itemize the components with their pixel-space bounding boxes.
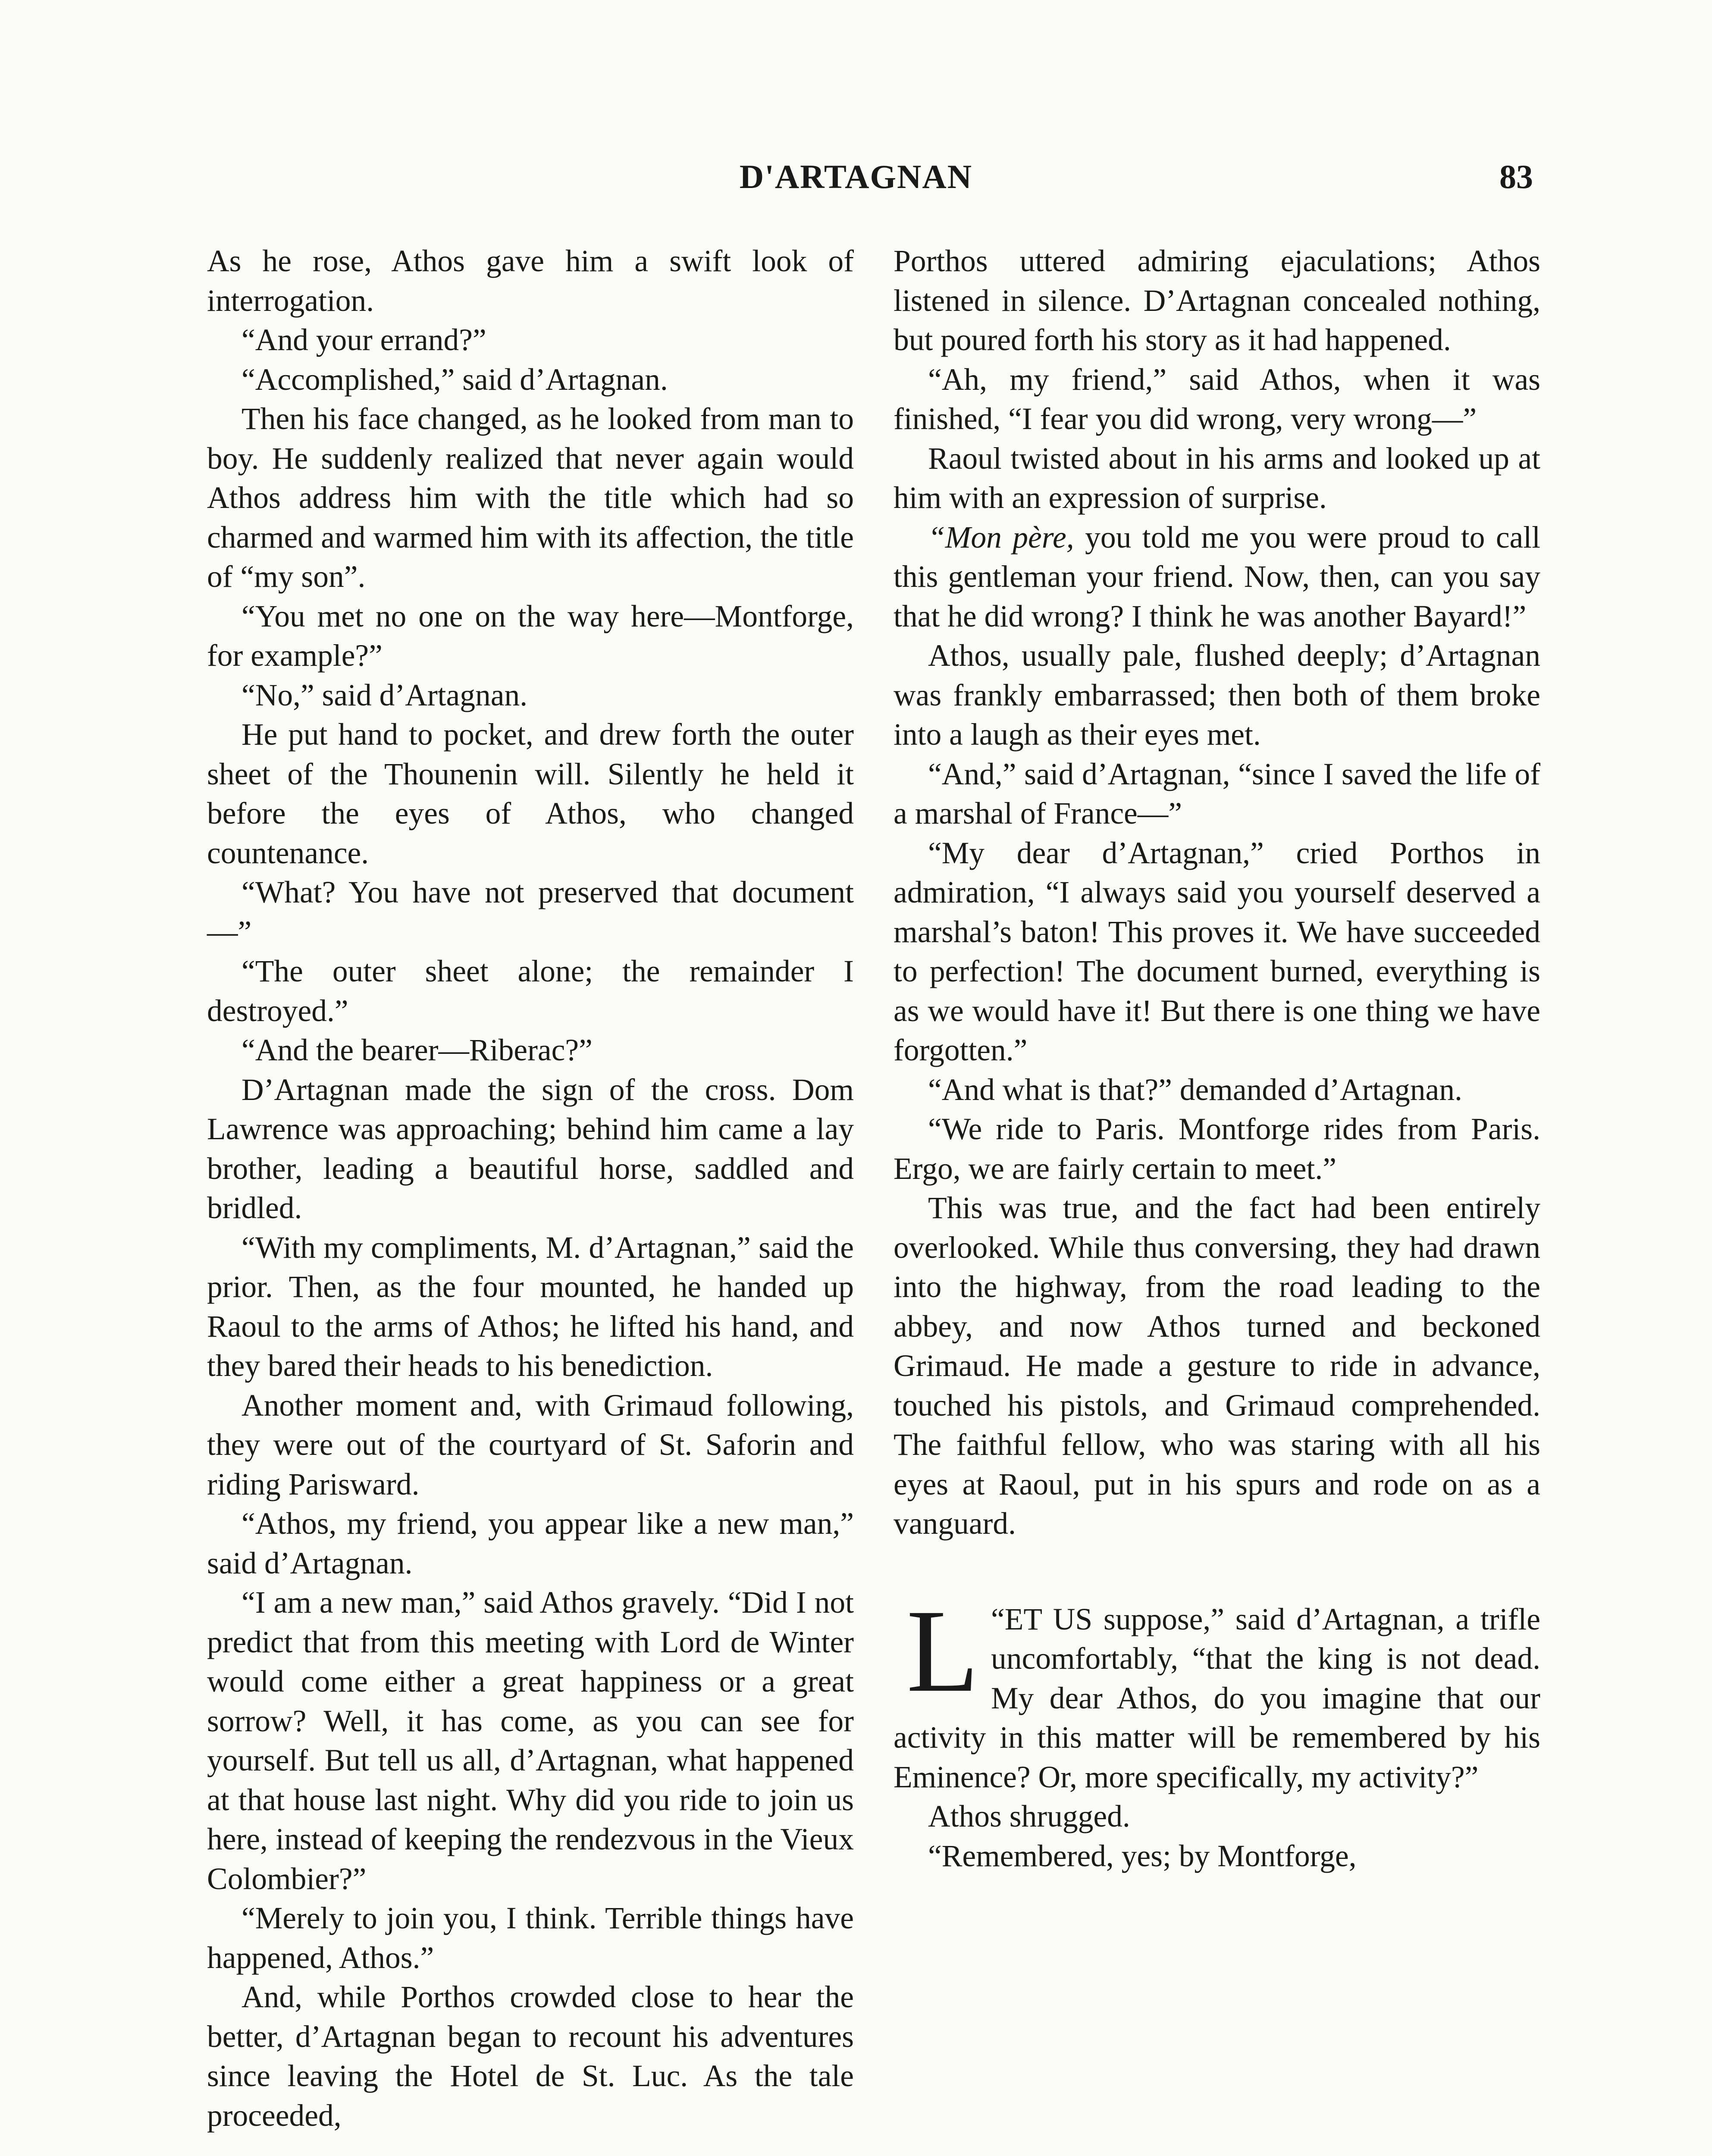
paragraph: Porthos uttered admiring ejaculations; Athos listened in silence. D’Artagnan concealed nothing, but poured forth his story as it had happened.: [894, 244, 1540, 357]
paragraph: “You met no one on the way here—Montforge, for example?”: [207, 599, 854, 673]
paragraph: “We ride to Paris. Montforge rides from Paris. Ergo, we are fairly certain to meet.”: [894, 1112, 1540, 1186]
paragraph: “What? You have not preserved that document—”: [207, 875, 854, 949]
paragraph: “Accomplished,” said d’Artagnan.: [241, 362, 668, 397]
paragraph: “I am a new man,” said Athos gravely. “Did I not predict that from this meeting with Lord de Winter would come either a great happiness or a great sorrow? Well, it has come, as you can see for yourself. But tell us all, d’Artagnan, what happened at that house last night. Why did you ride to join us here, instead of keeping the rendezvous in the Vieux Colombier?”: [207, 1586, 854, 1896]
paragraph: Athos, usually pale, flushed deeply; d’Artagnan was frankly embarrassed; then both of them broke into a laugh as their eyes met.: [894, 639, 1540, 752]
running-head: [0, 155, 1712, 198]
paragraph: Then his face changed, as he looked from man to boy. He suddenly realized that never again would Athos address him with the title which had so charmed and warmed him with its affection, the title of “my son”.: [207, 402, 854, 594]
paragraph: “My dear d’Artagnan,” cried Porthos in admiration, “I always said you yourself deserved a marshal’s baton! This proves it. We have succeeded to perfection! The document burned, everything is as we would have it! But there is one thing we have forgotten.”: [894, 836, 1540, 1067]
right-column: [894, 241, 1540, 1876]
paragraph: “With my compliments, M. d’Artagnan,” said the prior. Then, as the four mounted, he handed up Raoul to the arms of Athos; he lifted his hand, and they bared their heads to his benediction.: [207, 1230, 854, 1383]
paragraph: “And,” said d’Artagnan, “since I saved the life of a marshal of France—”: [894, 757, 1540, 830]
open-quote: “: [991, 1602, 1005, 1636]
paragraph: “And what is that?” demanded d’Artagnan.: [928, 1072, 1462, 1107]
paragraph: This was true, and the fact had been entirely overlooked. While thus conversing, they had drawn into the highway, from the road leading to the abbey, and now Athos turned and beckoned Grimaud. He made a gesture to ride in advance, touched his pistols, and Grimaud comprehended. The faithful fellow, who was staring with all his eyes at Raoul, put in his spurs and rode on as a vanguard.: [894, 1191, 1540, 1541]
paragraph-text: ET US suppose,” said d’Artagnan, a trifle uncomfortably, “that the king is not dead. My dear Athos, do you imagine that our activity in this matter will be remembered by his Eminence? Or, more specifically, my activity?”: [894, 1602, 1540, 1794]
italic-phrase: “Mon père,: [928, 520, 1074, 555]
paragraph: “And the bearer—Riberac?”: [241, 1033, 593, 1067]
left-column: [207, 241, 854, 2135]
paragraph: “And your errand?”: [241, 323, 486, 357]
paragraph: “No,” said d’Artagnan.: [241, 678, 528, 712]
paragraph: And, while Porthos crowded close to hear the better, d’Artagnan began to recount his adventures since leaving the Hotel de St. Luc. As the tale proceeded,: [207, 1980, 854, 2133]
paragraph: He put hand to pocket, and drew forth the outer sheet of the Thounenin will. Silently he held it before the eyes of Athos, who changed countenance.: [207, 718, 854, 870]
paragraph-text: you told me you were proud to call this gentleman your friend. Now, then, can you say that he did wrong? I think he was another Bayard!”: [894, 520, 1541, 633]
paragraph: “Athos, my friend, you appear like a new man,” said d’Artagnan.: [207, 1507, 854, 1580]
paragraph: Raoul twisted about in his arms and looked up at him with an expression of surprise.: [894, 441, 1540, 515]
paragraph: “Ah, my friend,” said Athos, when it was finished, “I fear you did wrong, very wrong—”: [894, 362, 1540, 436]
dropcap-paragraph: [894, 1585, 1540, 1797]
paragraph: Athos shrugged.: [928, 1799, 1130, 1833]
paragraph: “The outer sheet alone; the remainder I destroyed.”: [207, 954, 854, 1028]
paragraph: [894, 518, 1540, 636]
paragraph: D’Artagnan made the sign of the cross. Dom Lawrence was approaching; behind him came a lay brother, leading a beautiful horse, saddled and bridled.: [207, 1072, 854, 1225]
running-title: D'ARTAGNAN: [739, 158, 973, 195]
paragraph: Another moment and, with Grimaud following, they were out of the courtyard of St. Saforin and riding Parisward.: [207, 1388, 854, 1501]
paragraph: “Remembered, yes; by Montforge,: [928, 1839, 1357, 1873]
paragraph: As he rose, Athos gave him a swift look of interrogation.: [207, 244, 854, 318]
drop-cap: L: [906, 1585, 979, 1717]
page-number: 83: [1499, 158, 1533, 195]
paragraph: “Merely to join you, I think. Terrible things have happened, Athos.”: [207, 1901, 854, 1975]
